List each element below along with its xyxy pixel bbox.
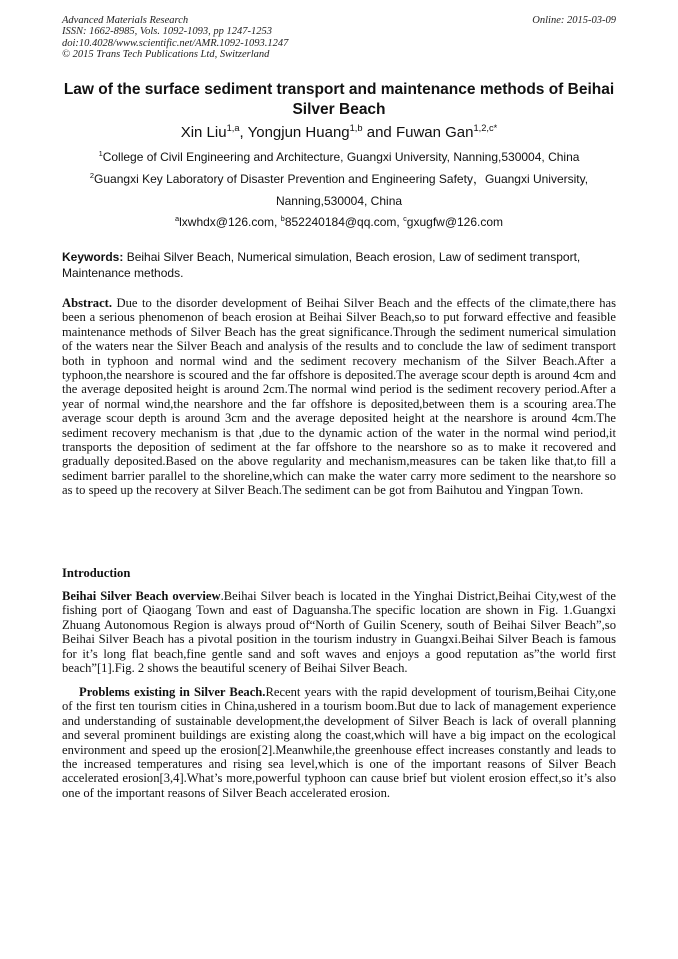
intro-paragraph-1 xyxy=(62,589,616,675)
affiliation-2-cont: Nanning,530004, China xyxy=(275,194,403,208)
email-a: lxwhdx@126.com, xyxy=(179,215,281,229)
author-1-sup: 1,a xyxy=(226,122,240,133)
affiliation-2 xyxy=(62,168,616,190)
online-date: Online: 2015-03-09 xyxy=(532,15,616,26)
author-3-sup: 1,2,c* xyxy=(473,122,498,133)
affiliation-2-sup: 2 xyxy=(89,171,95,181)
intro-paragraph-2 xyxy=(62,685,616,800)
issn-line: ISSN: 1662-8985, Vols. 1092-1093, pp 1247-1253 xyxy=(62,26,272,38)
author-2-sup: 1,b xyxy=(349,122,363,133)
keywords-text: Beihai Silver Beach, Numerical simulation, Beach erosion, Law of sediment transport, Maintenance methods. xyxy=(62,250,581,280)
email-line xyxy=(62,211,616,233)
email-sup-b: b xyxy=(280,214,285,224)
author-sep-2: and xyxy=(362,124,396,141)
intro-p2-text: Recent years with the rapid development of tourism,Beihai City,one of the first ten tourism cities in China,ushered in a tourism boom.But due to lack of management experience and understanding of sustainable development,the development of Silver Beach is lack of overall planning and several prominent buildings are existing along the coast,which will have a big impact on the ecological environment and speed up the erosion[2].Meanwhile,the greenhouse effect increases constantly and leads to the increased temperatures and rising sea level,which is one of the important reasons of Silver Beach accelerated erosion[3,4].What’s more,powerful typhoon can cause brief but violent erosion effect,so it’s also one of the important reasons of Silver Beach accelerated erosion. xyxy=(62,685,616,800)
email-c: gxugfw@126.com xyxy=(406,215,504,229)
email-sup-c: c xyxy=(403,214,407,224)
journal-name: Advanced Materials Research xyxy=(62,15,189,26)
intro-p1-label: Beihai Silver Beach overview xyxy=(62,589,221,603)
email-sup-a: a xyxy=(174,214,180,224)
author-sep-1: , xyxy=(239,124,248,141)
affiliation-1-sup: 1 xyxy=(98,149,103,159)
doi-line: doi:10.4028/www.scientific.net/AMR.1092-1093.1247 xyxy=(62,37,289,49)
abstract-label: Abstract. xyxy=(62,296,113,310)
author-1: Xin Liu xyxy=(180,124,227,141)
affiliation-1 xyxy=(62,146,616,168)
email-b: 852240184@qq.com, xyxy=(284,215,404,229)
section-heading-introduction: Introduction xyxy=(62,566,131,580)
abstract-text: Due to the disorder development of Beihai Silver Beach and the effects of the climate,there has been a serious phenomenon of beach erosion at Beihai Silver Beach,so to put forward effective and feasible maintenance methods of Silver Beach has the great significance.Through the sediment numerical simulation of the waters near the Silver Beach and analysis of the results and to conclude the law of sediment transport both in typhoon and normal wind and the sediment recovery mechanism of the Silver Beach.After a typhoon,the nearshore is scoured and the far offshore is deposited.The average scour depth is around 4cm and the average deposited height is around 2cm.The normal wind period is the sediment recovery period.After a year of normal wind,the nearshore and the far offshore is deposited,between them is a scouring area.The average scour depth is around 3cm and the average deposited height at the nearshore is around 4cm.The sediment recovery mechanism is that ,due to the dynamic action of the water in the normal wind period,it transports the deposition of sediment at the far offshore to the nearshore so as to make it recovered and gradually deposited.Based on the above regularity and mechanism,measures can be taken like that,to fill a sediment barrier parallel to the shoreline,which can make the water carry more sediment to the nearshore so as to speed up the recovery at Silver Beach.The sediment can be got from Baihutou and Yingpan Town. xyxy=(62,296,616,498)
intro-p2-label: Problems existing in Silver Beach. xyxy=(79,685,266,699)
intro-p1-text: .Beihai Silver beach is located in the Yinghai District,Beihai City,west of the fishing port of Qiaogang Town and east of Daguansha.The specific location are shown in Fig. 1.Guangxi Zhuang Autonomous Region is always proud of“North of Guilin Scenery, south of Beihai Silver Beach”,so Beihai Silver Beach has a pivotal position in the tourism industry in Guangxi.Beihai Silver Beach is famous for it’s long flat beach,fine gentle sand and soft waves and enjoys a good reputation as”the world first beach”[1].Fig. 2 shows the beautiful scenery of Beihai Silver Beach. xyxy=(62,589,616,676)
author-3: Fuwan Gan xyxy=(395,124,474,141)
author-2: Yongjun Huang xyxy=(247,124,350,141)
affiliation-1-text: College of Civil Engineering and Architecture, Guangxi University, Nanning,530004, China xyxy=(102,150,580,164)
paper-title: Law of the surface sediment transport and maintenance methods of Beihai Silver Beach xyxy=(63,81,615,118)
author-line xyxy=(62,123,616,143)
publication-header xyxy=(62,15,616,61)
keywords-label: Keywords: xyxy=(62,250,124,264)
abstract xyxy=(62,296,616,498)
affiliation-2-text: Guangxi Key Laboratory of Disaster Prevention and Engineering Safety，Guangxi University, xyxy=(94,172,589,186)
keywords xyxy=(62,250,616,281)
copyright-line: © 2015 Trans Tech Publications Ltd, Switzerland xyxy=(62,49,270,61)
